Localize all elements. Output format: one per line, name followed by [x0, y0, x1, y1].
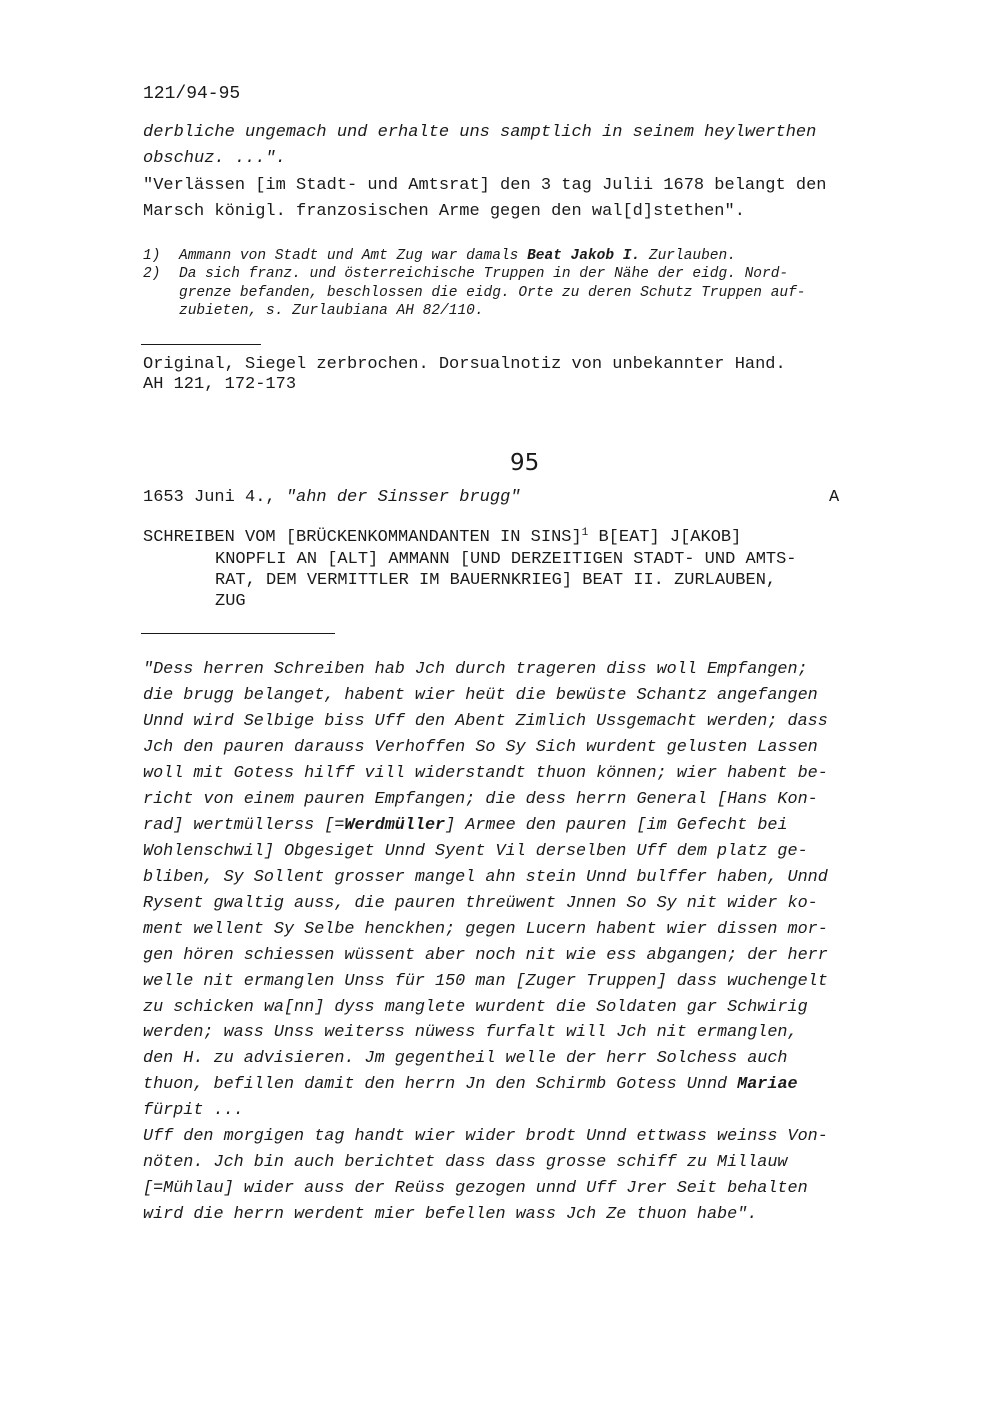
footnote-2-line: zubieten, s. Zurlaubiana AH 82/110. — [179, 303, 484, 319]
body-line: Jch den pauren darauss Verhoffen So Sy Sich wurdent gelusten Lassen — [143, 738, 818, 757]
document-number: 95 — [510, 450, 540, 476]
document-date — [143, 488, 520, 507]
prev-text-line: obschuz. ...". — [143, 149, 286, 168]
footnote-1-number: 1) — [143, 248, 161, 264]
body-line: woll mit Gotess hilff vill widerstandt thuon können; wier habent be- — [143, 764, 828, 783]
body-name-mariae: Mariae — [737, 1075, 798, 1094]
footnote-1 — [179, 248, 736, 264]
body-line: den H. zu advisieren. Jm gegentheil welle der herr Solchess auch — [143, 1049, 788, 1068]
date-text: 1653 Juni 4., — [143, 488, 286, 507]
footnote-1-post: Zurlauben. — [640, 248, 736, 264]
document-heading-line: KNOPFLI AN [ALT] AMMANN [UND DERZEITIGEN STADT- UND AMTS- — [215, 550, 797, 569]
footnote-1-name: Beat Jakob I. — [527, 248, 641, 264]
body-line: Wohlenschwil] Obgesiget Unnd Syent Vil derselben Uff dem platz ge- — [143, 842, 808, 861]
body-line-pre: rad] wertmüllerss [= — [143, 816, 345, 835]
heading-divider — [141, 633, 335, 634]
footnote-2-line: grenze befanden, beschlossen die eidg. Orte zu deren Schutz Truppen auf- — [179, 285, 806, 301]
prev-text-line: "Verlässen [im Stadt- und Amtsrat] den 3 tag Julii 1678 belangt den — [143, 176, 827, 195]
document-heading-line: RAT, DEM VERMITTLER IM BAUERNKRIEG] BEAT II. ZURLAUBEN, — [215, 571, 777, 590]
body-line — [143, 816, 788, 835]
date-place: "ahn der Sinsser brugg" — [285, 488, 521, 507]
body-line: die brugg belanget, habent wier heüt die bewüste Schantz angefangen — [143, 686, 818, 705]
source-note-line: AH 121, 172-173 — [143, 375, 297, 394]
footnote-2-line: Da sich franz. und österreichische Truppen in der Nähe der eidg. Nord- — [179, 266, 789, 282]
body-line: [=Mühlau] wider auss der Reüss gezogen unnd Uff Jrer Seit behalten — [143, 1179, 808, 1198]
body-line — [143, 1075, 798, 1094]
prev-text-line: Marsch königl. franzosischen Arme gegen den wal[d]stethen". — [143, 202, 745, 221]
footnote-divider — [141, 344, 261, 345]
prev-text-line: derbliche ungemach und erhalte uns samptlich in seinem heylwerthen — [143, 123, 817, 142]
source-note-line: Original, Siegel zerbrochen. Dorsualnotiz von unbekannter Hand. — [143, 355, 786, 374]
body-line-post: ] Armee den pauren [im Gefecht bei — [445, 816, 788, 835]
body-line: welle nit ermanglen Unss für 150 man [Zuger Truppen] dass wuchengelt — [143, 972, 828, 991]
body-line-pre: thuon, befillen damit den herrn Jn den Schirmb Gotess Unnd — [143, 1075, 738, 1094]
body-line: Uff den morgigen tag handt wier wider brodt Unnd ettwass weinss Von- — [143, 1127, 828, 1146]
body-line: gen hören schiessen wüssent aber noch nit wie ess abgangen; der herr — [143, 946, 828, 965]
body-line: richt von einem pauren Empfangen; die dess herrn General [Hans Kon- — [143, 790, 818, 809]
body-line: fürpit ... — [143, 1101, 244, 1120]
body-line: bliben, Sy Sollent grosser mangel ahn stein Unnd bulffer haben, Unnd — [143, 868, 828, 887]
body-line: Rysent gwaltig auss, die pauren threüwent Jnnen So Sy nit wider ko- — [143, 894, 818, 913]
document-heading-line — [143, 528, 741, 547]
footnote-ref-1: 1 — [581, 527, 589, 539]
letter-mark: A — [829, 488, 840, 507]
heading-post: B[EAT] J[AKOB] — [588, 528, 742, 547]
heading-pre: SCHREIBEN VOM [BRÜCKENKOMMANDANTEN IN SINS] — [143, 528, 582, 547]
page-reference: 121/94-95 — [143, 84, 241, 104]
body-line: nöten. Jch bin auch berichtet dass dass grosse schiff zu Millauw — [143, 1153, 788, 1172]
body-line: werden; wass Unss weiterss nüwess furfalt will Jch nit ermanglen, — [143, 1023, 798, 1042]
body-line: Unnd wird Selbige biss Uff den Abent Zimlich Ussgemacht werden; dass — [143, 712, 828, 731]
body-line: wird die herrn werdent mier befellen wass Jch Ze thuon habe". — [143, 1205, 758, 1224]
body-name-werdmueller: Werdmüller — [344, 816, 446, 835]
body-line: ment wellent Sy Selbe henckhen; gegen Lucern habent wier dissen mor- — [143, 920, 828, 939]
body-line: "Dess herren Schreiben hab Jch durch trageren diss woll Empfangen; — [143, 660, 808, 679]
footnote-1-pre: Ammann von Stadt und Amt Zug war damals — [179, 248, 528, 264]
document-heading-line: ZUG — [215, 592, 246, 611]
body-line: zu schicken wa[nn] dyss manglete wurdent die Soldaten gar Schwirig — [143, 998, 808, 1017]
footnote-2-number: 2) — [143, 266, 161, 282]
